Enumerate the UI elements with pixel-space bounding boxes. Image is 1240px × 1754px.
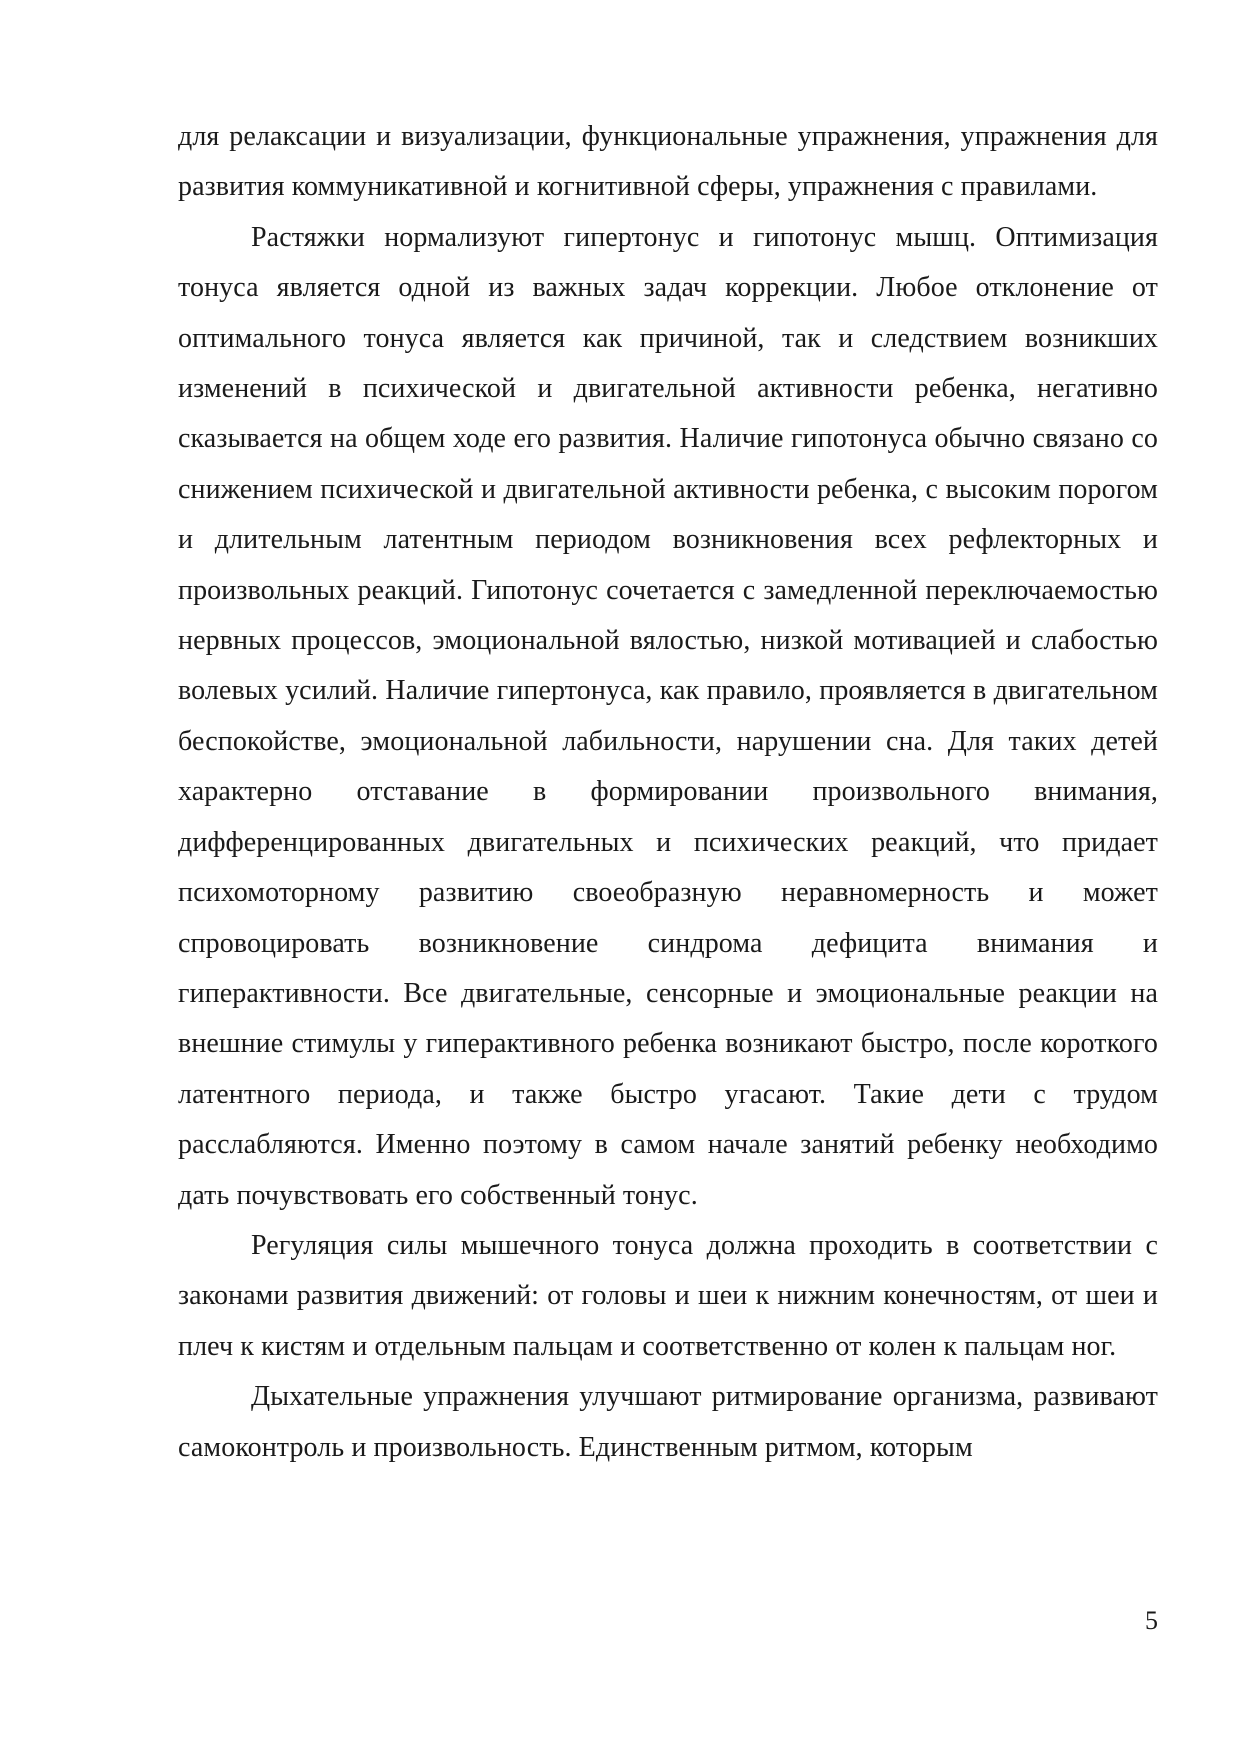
paragraph-breathing-exercises: Дыхательные упражнения улучшают ритмирование организма, развивают самоконтроль и произвольность. Единственным ритмом, которым <box>178 1381 1158 1463</box>
paragraph-stretching: Растяжки нормализуют гипертонус и гипотонус мышц. Оптимизация тонуса является одной из важных задач коррекции. Любое отклонение от оптимального тонуса является как причиной, так и следствием возникших изменений в психической и двигательной активности ребенка, негативно сказывается на общем ходе его развития. Наличие гипотонуса обычно связано со снижением психической и двигательной активности ребенка, с высоким порогом и длительным латентным периодом возникновения всех рефлекторных и произвольных реакций. Гипотонус сочетается с замедленной переключаемостью нервных процессов, эмоциональной вялостью, низкой мотивацией и слабостью волевых усилий. Наличие гипертонуса, как правило, проявляется в двигательном беспокойстве, эмоциональной лабильности, нарушении сна. Для таких детей характерно отставание в формировании произвольного внимания, дифференцированных двигательных и психических реакций, что придает психомоторному развитию своеобразную неравномерность и может спровоцировать возникновение синдрома дефицита внимания и гиперактивности. Все двигательные, сенсорные и эмоциональные реакции на внешние стимулы у гиперактивного ребенка возникают быстро, после короткого латентного периода, и также быстро угасают. Такие дети с трудом расслабляются. Именно поэтому в самом начале занятий ребенку необходимо дать почувствовать его собственный тонус. <box>178 221 1158 1211</box>
body-text <box>178 112 1158 1473</box>
page-number: 5 <box>1145 1606 1158 1635</box>
paragraph-continuation: для релаксации и визуализации, функциональные упражнения, упражнения для развития коммуникативной и когнитивной сферы, упражнения с правилами. <box>178 121 1158 203</box>
paragraph-tone-regulation: Регуляция силы мышечного тонуса должна проходить в соответствии с законами развития движений: от головы и шеи к нижним конечностям, от шеи и плеч к кистям и отдельным пальцам и соответственно от колен к пальцам ног. <box>178 1229 1158 1362</box>
